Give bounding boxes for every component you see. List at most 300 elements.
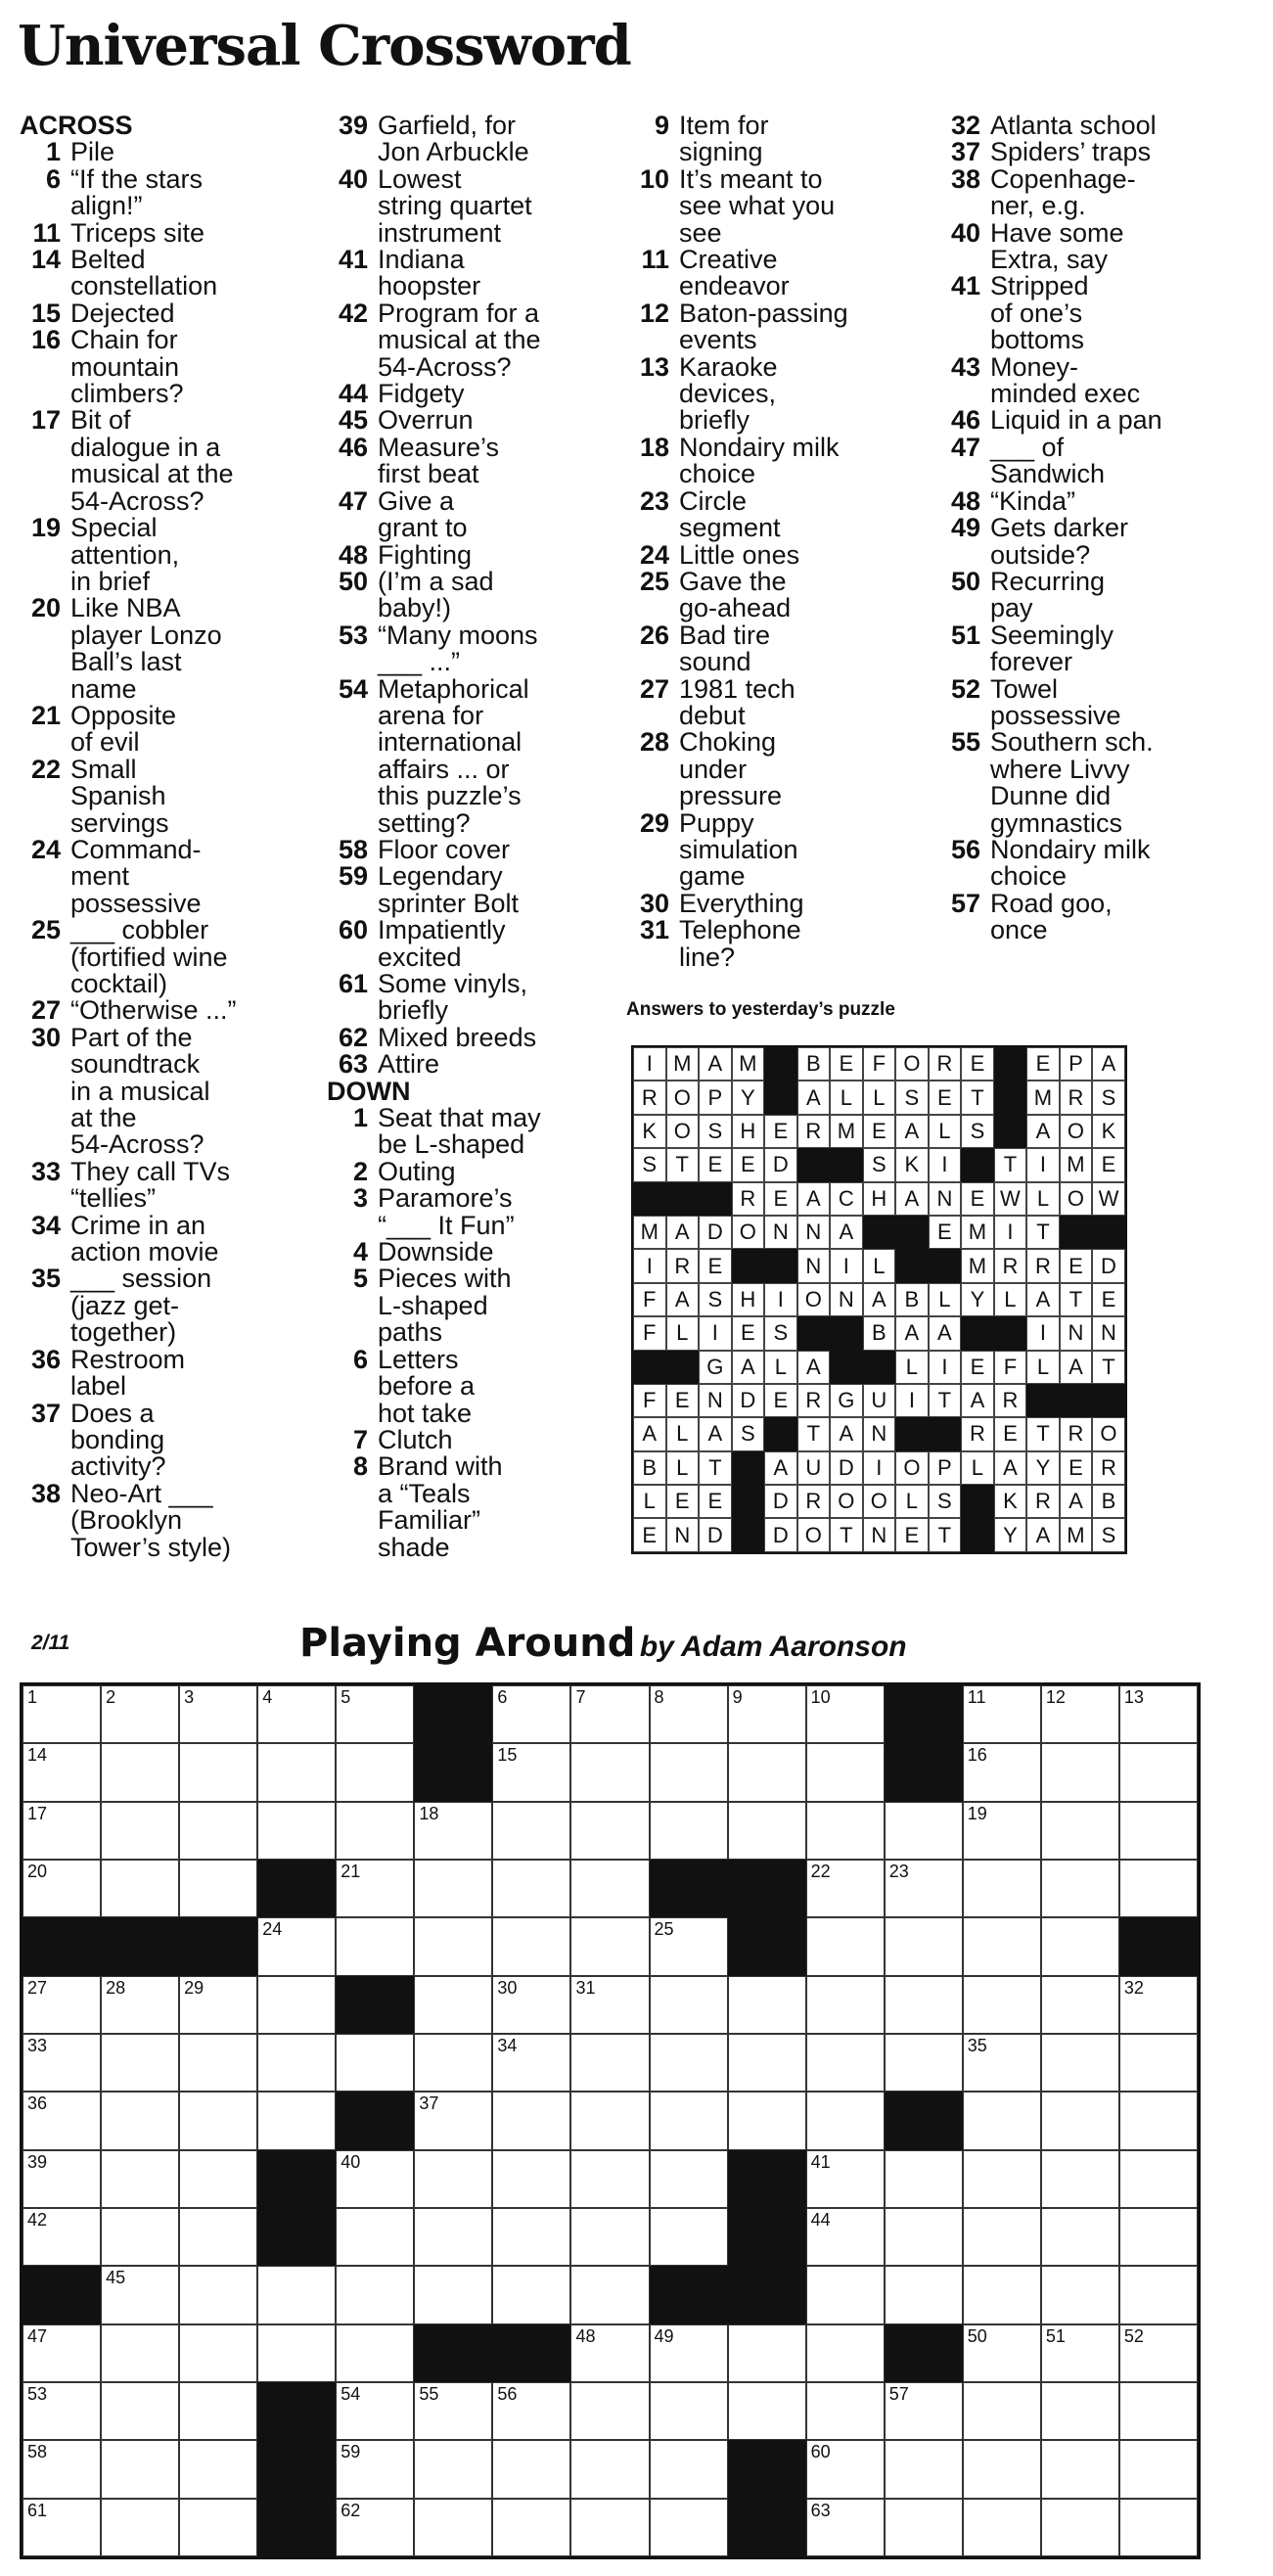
- grid-cell[interactable]: [101, 2150, 179, 2208]
- grid-cell[interactable]: [650, 2440, 728, 2498]
- clue-number: 24: [30, 834, 61, 864]
- grid-cell[interactable]: [1119, 2324, 1198, 2382]
- grid-cell[interactable]: [179, 2266, 257, 2323]
- grid-cell[interactable]: [23, 2499, 101, 2556]
- grid-cell[interactable]: [336, 1860, 414, 1917]
- grid-cell[interactable]: [179, 2092, 257, 2149]
- grid-cell[interactable]: [1041, 1860, 1119, 1917]
- grid-cell[interactable]: [336, 1917, 414, 1975]
- grid-cell[interactable]: [23, 2092, 101, 2149]
- grid-cell[interactable]: [257, 2034, 336, 2092]
- grid-cell[interactable]: [650, 2499, 728, 2556]
- grid-cell[interactable]: [179, 1976, 257, 2034]
- grid-cell[interactable]: [728, 1976, 806, 2034]
- answer-cell: E: [1060, 1249, 1093, 1282]
- cell-number: 39: [27, 2151, 48, 2172]
- grid-cell[interactable]: [101, 2440, 179, 2498]
- clue-text: Clutch: [378, 1424, 453, 1454]
- grid-cell[interactable]: [1119, 2266, 1198, 2323]
- cell-number: 29: [184, 1977, 205, 1998]
- clue-text: Brand with a “Teals Familiar” shade: [378, 1451, 503, 1562]
- grid-cell[interactable]: [492, 1802, 570, 1860]
- grid-cell[interactable]: [414, 1860, 492, 1917]
- grid-cell[interactable]: [23, 2034, 101, 2092]
- grid-cell[interactable]: [492, 1743, 570, 1801]
- clue-number: 2: [352, 1156, 368, 1186]
- cell-number: 1: [27, 1687, 38, 1707]
- answer-cell: L: [666, 1316, 700, 1350]
- clue-text: Circle segment: [679, 485, 781, 543]
- grid-cell[interactable]: [963, 1917, 1041, 1975]
- puzzle-byline: by Adam Aaronson: [639, 1631, 907, 1663]
- grid-cell[interactable]: [806, 2150, 885, 2208]
- grid-cell[interactable]: [492, 1685, 570, 1743]
- grid-cell[interactable]: [1041, 2382, 1119, 2440]
- grid-cell[interactable]: [570, 2382, 649, 2440]
- grid-cell[interactable]: [1041, 2440, 1119, 2498]
- answer-black-square: [797, 1316, 831, 1350]
- grid-cell[interactable]: [179, 1860, 257, 1917]
- grid-cell[interactable]: [1119, 2034, 1198, 2092]
- grid-cell[interactable]: [570, 2208, 649, 2266]
- grid-cell[interactable]: [806, 2499, 885, 2556]
- black-square: [728, 2440, 806, 2498]
- grid-cell[interactable]: [650, 1685, 728, 1743]
- grid-cell[interactable]: [963, 2034, 1041, 2092]
- grid-cell[interactable]: [650, 2324, 728, 2382]
- grid-cell[interactable]: [570, 1743, 649, 1801]
- grid-cell[interactable]: [885, 2208, 963, 2266]
- grid-cell[interactable]: [179, 2324, 257, 2382]
- grid-cell[interactable]: [570, 2092, 649, 2149]
- grid-cell[interactable]: [570, 2266, 649, 2323]
- grid-cell[interactable]: [101, 2208, 179, 2266]
- grid-cell[interactable]: [806, 1917, 885, 1975]
- grid-cell[interactable]: [1119, 1802, 1198, 1860]
- clue-column-1: [20, 113, 323, 1561]
- cell-number: 3: [184, 1687, 195, 1707]
- grid-cell[interactable]: [1041, 1976, 1119, 2034]
- grid-cell[interactable]: [179, 2440, 257, 2498]
- grid-cell[interactable]: [414, 1976, 492, 2034]
- clue-text: Towel possessive: [990, 673, 1121, 730]
- grid-cell[interactable]: [1119, 2150, 1198, 2208]
- clue-item: [628, 622, 922, 676]
- grid-cell[interactable]: [1119, 1685, 1198, 1743]
- answer-cell: A: [699, 1047, 732, 1081]
- grid-cell[interactable]: [179, 1802, 257, 1860]
- grid-cell[interactable]: [23, 1685, 101, 1743]
- grid-cell[interactable]: [179, 2208, 257, 2266]
- answer-cell: E: [732, 1316, 765, 1350]
- grid-cell[interactable]: [336, 2324, 414, 2382]
- clue-text: Nondairy milk choice: [990, 834, 1151, 892]
- grid-cell[interactable]: [23, 2382, 101, 2440]
- clue-item: [939, 485, 1252, 516]
- answer-cell: R: [961, 1417, 994, 1450]
- puzzle-date: 2/11: [31, 1632, 70, 1654]
- grid-cell[interactable]: [650, 1976, 728, 2034]
- grid-cell[interactable]: [806, 2266, 885, 2323]
- grid-cell[interactable]: [23, 2208, 101, 2266]
- grid-cell[interactable]: [414, 1802, 492, 1860]
- grid-cell[interactable]: [963, 1685, 1041, 1743]
- grid-cell[interactable]: [806, 1685, 885, 1743]
- grid-cell[interactable]: [492, 2208, 570, 2266]
- answer-cell: O: [797, 1518, 831, 1551]
- answer-cell: R: [929, 1047, 962, 1081]
- clue-number: 34: [30, 1210, 61, 1240]
- black-square: [336, 1976, 414, 2034]
- grid-cell[interactable]: [806, 1743, 885, 1801]
- grid-cell[interactable]: [414, 2440, 492, 2498]
- grid-cell[interactable]: [336, 2499, 414, 2556]
- grid-cell[interactable]: [806, 2034, 885, 2092]
- grid-cell[interactable]: [414, 2382, 492, 2440]
- black-square: [257, 2440, 336, 2498]
- grid-cell[interactable]: [336, 1685, 414, 1743]
- grid-cell[interactable]: [1119, 2440, 1198, 2498]
- grid-cell[interactable]: [414, 2092, 492, 2149]
- answer-cell: E: [699, 1249, 732, 1282]
- grid-cell[interactable]: [101, 2382, 179, 2440]
- grid-cell[interactable]: [336, 2150, 414, 2208]
- grid-cell[interactable]: [23, 2440, 101, 2498]
- grid-cell[interactable]: [492, 2266, 570, 2323]
- grid-cell[interactable]: [570, 2150, 649, 2208]
- answer-cell: I: [863, 1451, 896, 1485]
- clue-item: [628, 300, 922, 354]
- answer-cell: N: [764, 1216, 797, 1249]
- grid-cell[interactable]: [650, 2208, 728, 2266]
- grid-cell[interactable]: [885, 2150, 963, 2208]
- grid-cell[interactable]: [336, 2440, 414, 2498]
- cell-number: 59: [341, 2442, 361, 2462]
- answer-cell: I: [929, 1148, 962, 1181]
- grid-cell[interactable]: [414, 1917, 492, 1975]
- grid-cell[interactable]: [570, 2324, 649, 2382]
- clue-item: [20, 997, 323, 1024]
- grid-cell[interactable]: [806, 2208, 885, 2266]
- answer-cell: O: [666, 1081, 700, 1114]
- grid-cell[interactable]: [806, 2382, 885, 2440]
- clue-text: Everything: [679, 888, 804, 918]
- grid-cell[interactable]: [257, 2266, 336, 2323]
- answer-cell: N: [797, 1216, 831, 1249]
- answer-black-square: [732, 1518, 765, 1551]
- grid-cell[interactable]: [336, 2034, 414, 2092]
- clue-text: Garfield, for Jon Arbuckle: [378, 111, 529, 167]
- answer-cell: A: [1026, 1283, 1060, 1316]
- grid-cell[interactable]: [414, 2208, 492, 2266]
- grid-cell[interactable]: [414, 2499, 492, 2556]
- grid-cell[interactable]: [1041, 2266, 1119, 2323]
- grid-cell[interactable]: [963, 2499, 1041, 2556]
- answer-black-square: [961, 1148, 994, 1181]
- grid-cell[interactable]: [1041, 1802, 1119, 1860]
- grid-cell[interactable]: [963, 2092, 1041, 2149]
- grid-cell[interactable]: [1119, 1743, 1198, 1801]
- grid-cell[interactable]: [1119, 1860, 1198, 1917]
- grid-cell[interactable]: [336, 2208, 414, 2266]
- grid-cell[interactable]: [23, 1743, 101, 1801]
- grid-cell[interactable]: [806, 1860, 885, 1917]
- cell-number: 23: [888, 1861, 909, 1881]
- grid-cell[interactable]: [101, 2324, 179, 2382]
- answer-cell: M: [830, 1115, 863, 1148]
- grid-cell[interactable]: [23, 1976, 101, 2034]
- clue-number: 39: [338, 111, 368, 140]
- clue-text: “Otherwise ...”: [70, 995, 237, 1026]
- grid-cell[interactable]: [1041, 2092, 1119, 2149]
- grid-cell[interactable]: [570, 1976, 649, 2034]
- clue-item: [327, 971, 620, 1025]
- answer-cell: N: [1092, 1316, 1125, 1350]
- answer-black-square: [764, 1081, 797, 1114]
- grid-cell[interactable]: [257, 2092, 336, 2149]
- answer-cell: H: [863, 1182, 896, 1216]
- grid-cell[interactable]: [257, 1685, 336, 1743]
- clue-item: [628, 729, 922, 809]
- answer-cell: I: [895, 1384, 929, 1417]
- grid-cell[interactable]: [728, 1743, 806, 1801]
- answer-cell: I: [633, 1249, 666, 1282]
- grid-cell[interactable]: [885, 2266, 963, 2323]
- grid-cell[interactable]: [179, 2499, 257, 2556]
- grid-cell[interactable]: [492, 2440, 570, 2498]
- grid-cell[interactable]: [885, 1860, 963, 1917]
- grid-cell[interactable]: [101, 2499, 179, 2556]
- grid-cell[interactable]: [1119, 2499, 1198, 2556]
- answer-cell: M: [1026, 1081, 1060, 1114]
- cell-number: 57: [888, 2383, 909, 2404]
- grid-cell[interactable]: [806, 2092, 885, 2149]
- grid-cell[interactable]: [570, 1917, 649, 1975]
- grid-cell[interactable]: [414, 2150, 492, 2208]
- clue-text: Indiana hoopster: [378, 245, 481, 301]
- grid-cell[interactable]: [492, 2150, 570, 2208]
- grid-cell[interactable]: [963, 2324, 1041, 2382]
- grid-cell[interactable]: [963, 1976, 1041, 2034]
- grid-cell[interactable]: [650, 1743, 728, 1801]
- grid-cell[interactable]: [1041, 2150, 1119, 2208]
- grid-cell[interactable]: [963, 1860, 1041, 1917]
- cell-number: 44: [810, 2209, 831, 2230]
- grid-cell[interactable]: [179, 1743, 257, 1801]
- grid-cell[interactable]: [650, 2034, 728, 2092]
- clue-item: [939, 432, 1252, 489]
- clue-item: [939, 351, 1252, 409]
- clue-number: 32: [950, 111, 980, 140]
- grid-cell[interactable]: [23, 1802, 101, 1860]
- grid-cell[interactable]: [336, 1743, 414, 1801]
- grid-cell[interactable]: [963, 2382, 1041, 2440]
- grid-cell[interactable]: [257, 1743, 336, 1801]
- grid-cell[interactable]: [728, 2092, 806, 2149]
- grid-cell[interactable]: [492, 2499, 570, 2556]
- answer-cell: O: [1092, 1417, 1125, 1450]
- grid-cell[interactable]: [728, 1802, 806, 1860]
- grid-cell[interactable]: [179, 2034, 257, 2092]
- answer-black-square: [1026, 1384, 1060, 1417]
- cell-number: 4: [262, 1687, 273, 1707]
- grid-cell[interactable]: [179, 1685, 257, 1743]
- grid-cell[interactable]: [101, 1976, 179, 2034]
- grid-cell[interactable]: [885, 1802, 963, 1860]
- grid-cell[interactable]: [101, 1743, 179, 1801]
- cell-number: 47: [27, 2325, 48, 2346]
- grid-cell[interactable]: [885, 2034, 963, 2092]
- answer-cell: A: [994, 1451, 1027, 1485]
- clue-item: [939, 566, 1252, 623]
- grid-cell[interactable]: [650, 2150, 728, 2208]
- black-square: [650, 1860, 728, 1917]
- cell-number: 7: [575, 1687, 586, 1707]
- grid-cell[interactable]: [492, 2092, 570, 2149]
- grid-cell[interactable]: [492, 1917, 570, 1975]
- grid-cell[interactable]: [1119, 2208, 1198, 2266]
- grid-cell[interactable]: [728, 2324, 806, 2382]
- grid-cell[interactable]: [101, 2266, 179, 2323]
- grid-cell[interactable]: [101, 1860, 179, 1917]
- grid-cell[interactable]: [963, 2440, 1041, 2498]
- grid-cell[interactable]: [1041, 1917, 1119, 1975]
- cell-number: 20: [27, 1861, 48, 1881]
- answer-cell: E: [1026, 1047, 1060, 1081]
- grid-cell[interactable]: [963, 1743, 1041, 1801]
- grid-cell[interactable]: [885, 1917, 963, 1975]
- grid-cell[interactable]: [257, 1802, 336, 1860]
- grid-cell[interactable]: [23, 2150, 101, 2208]
- grid-cell[interactable]: [179, 2150, 257, 2208]
- grid-cell[interactable]: [23, 2324, 101, 2382]
- grid-cell[interactable]: [963, 2208, 1041, 2266]
- clue-text: Seemingly forever: [990, 620, 1114, 677]
- grid-cell[interactable]: [1119, 2092, 1198, 2149]
- answer-cell: I: [633, 1047, 666, 1081]
- grid-cell[interactable]: [257, 2324, 336, 2382]
- grid-cell[interactable]: [728, 1685, 806, 1743]
- grid-cell[interactable]: [101, 1802, 179, 1860]
- grid-cell[interactable]: [728, 2382, 806, 2440]
- clue-item: [327, 863, 620, 917]
- answer-cell: N: [863, 1417, 896, 1450]
- grid-cell[interactable]: [179, 2382, 257, 2440]
- grid-cell[interactable]: [650, 2382, 728, 2440]
- grid-cell[interactable]: [885, 2440, 963, 2498]
- grid-cell[interactable]: [492, 1976, 570, 2034]
- clue-number: 59: [338, 861, 368, 892]
- grid-cell[interactable]: [885, 2499, 963, 2556]
- grid-cell[interactable]: [1041, 2034, 1119, 2092]
- grid-cell[interactable]: [885, 1976, 963, 2034]
- grid-cell[interactable]: [257, 1917, 336, 1975]
- answer-cell: L: [764, 1351, 797, 1384]
- clue-number: 18: [639, 432, 669, 462]
- cell-number: 34: [497, 2035, 518, 2055]
- grid-cell[interactable]: [570, 1802, 649, 1860]
- clue-item: [939, 163, 1252, 221]
- grid-cell[interactable]: [1041, 2324, 1119, 2382]
- answer-black-square: [764, 1249, 797, 1282]
- clue-text: Bit of dialogue in a musical at the 54-Across?: [70, 405, 234, 516]
- clue-text: “Many moons ___ ...”: [378, 620, 538, 677]
- grid-cell[interactable]: [885, 2382, 963, 2440]
- grid-cell[interactable]: [336, 1802, 414, 1860]
- clue-text: Outing: [378, 1156, 456, 1186]
- grid-cell[interactable]: [1041, 1685, 1119, 1743]
- clue-text: Baton-passing events: [679, 298, 848, 355]
- answer-cell: I: [994, 1216, 1027, 1249]
- clue-text: Mixed breeds: [378, 1022, 537, 1052]
- grid-cell[interactable]: [1041, 2499, 1119, 2556]
- cell-number: 12: [1045, 1687, 1066, 1707]
- grid-cell[interactable]: [963, 1802, 1041, 1860]
- clue-item: [20, 163, 323, 221]
- clue-item: [939, 273, 1252, 353]
- answer-cell: Y: [994, 1518, 1027, 1551]
- answer-cell: Y: [732, 1081, 765, 1114]
- grid-cell[interactable]: [101, 1685, 179, 1743]
- black-square: [728, 2266, 806, 2323]
- grid-cell[interactable]: [650, 1802, 728, 1860]
- grid-cell[interactable]: [101, 2092, 179, 2149]
- grid-cell[interactable]: [650, 1917, 728, 1975]
- grid-cell[interactable]: [963, 2266, 1041, 2323]
- grid-cell[interactable]: [414, 2034, 492, 2092]
- grid-cell[interactable]: [806, 1976, 885, 2034]
- cell-number: 17: [27, 1803, 48, 1823]
- answer-black-square: [994, 1047, 1027, 1081]
- grid-cell[interactable]: [570, 2034, 649, 2092]
- grid-cell[interactable]: [414, 2266, 492, 2323]
- answer-cell: T: [1092, 1351, 1125, 1384]
- grid-cell[interactable]: [336, 2266, 414, 2323]
- grid-cell[interactable]: [728, 2034, 806, 2092]
- grid-cell[interactable]: [570, 1685, 649, 1743]
- grid-cell[interactable]: [1041, 1743, 1119, 1801]
- grid-cell[interactable]: [492, 1860, 570, 1917]
- grid-cell[interactable]: [1041, 2208, 1119, 2266]
- clue-text: ___ of Sandwich: [990, 432, 1106, 489]
- answer-cell: L: [929, 1283, 962, 1316]
- grid-cell[interactable]: [23, 1860, 101, 1917]
- grid-cell[interactable]: [1119, 2382, 1198, 2440]
- black-square: [650, 2266, 728, 2323]
- grid-cell[interactable]: [806, 2324, 885, 2382]
- clue-column-3: [628, 113, 922, 971]
- grid-cell[interactable]: [806, 2440, 885, 2498]
- grid-cell[interactable]: [492, 2034, 570, 2092]
- grid-cell[interactable]: [570, 1860, 649, 1917]
- answer-cell: R: [633, 1081, 666, 1114]
- grid-cell[interactable]: [101, 2034, 179, 2092]
- grid-cell[interactable]: [570, 2440, 649, 2498]
- clue-item: [939, 113, 1252, 139]
- clue-text: Legendary sprinter Bolt: [378, 861, 520, 918]
- grid-cell[interactable]: [492, 2382, 570, 2440]
- grid-cell[interactable]: [570, 2499, 649, 2556]
- answer-cell: L: [895, 1485, 929, 1518]
- grid-cell[interactable]: [650, 2092, 728, 2149]
- grid-cell[interactable]: [1119, 1976, 1198, 2034]
- grid-cell[interactable]: [963, 2150, 1041, 2208]
- grid-cell[interactable]: [257, 1976, 336, 2034]
- grid-cell[interactable]: [336, 2382, 414, 2440]
- clue-number: 58: [338, 834, 368, 864]
- grid-cell[interactable]: [806, 1802, 885, 1860]
- answer-cell: S: [633, 1148, 666, 1181]
